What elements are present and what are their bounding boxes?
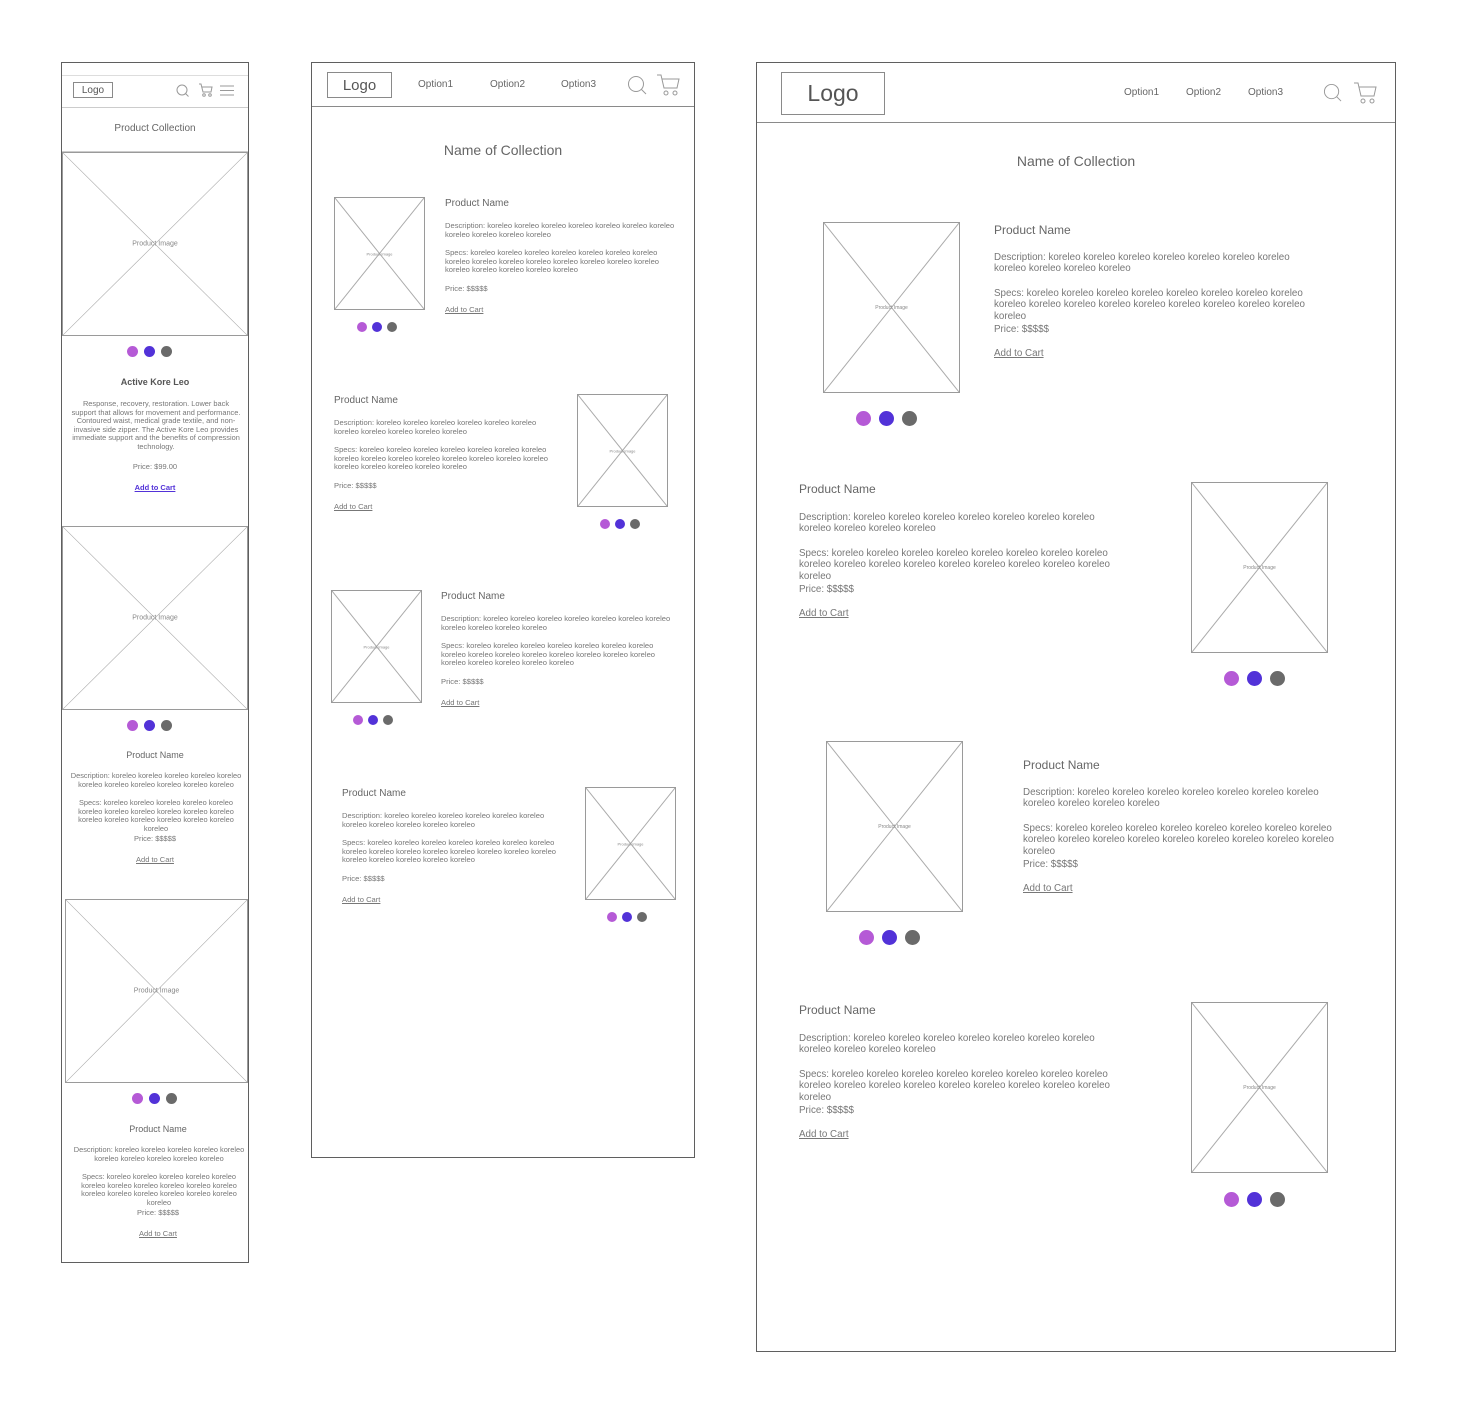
add-to-cart-link[interactable]: Add to Cart — [139, 1229, 177, 1238]
tablet-page-title: Name of Collection — [443, 142, 563, 158]
color-swatch-gray[interactable] — [161, 346, 172, 357]
desktop-page-title: Name of Collection — [1016, 153, 1136, 169]
search-icon[interactable] — [1323, 83, 1342, 102]
color-swatch-indigo[interactable] — [144, 720, 155, 731]
search-icon[interactable] — [627, 75, 647, 95]
color-swatches — [353, 715, 393, 725]
mobile-frame — [61, 62, 249, 1263]
color-swatch-indigo[interactable] — [879, 411, 894, 426]
product-price: Price: $$$$$ — [334, 481, 377, 490]
product-name: Product Name — [799, 482, 876, 496]
cart-icon[interactable] — [198, 83, 213, 97]
color-swatch-purple[interactable] — [1224, 671, 1239, 686]
product-name: Product Name — [445, 198, 509, 209]
product-specs: Specs: koreleo koreleo koreleo koreleo koreleo koreleo koreleo koreleo koreleo koreleo koreleo koreleo koreleo koreleo koreleo koreleo koreleo koreleo — [78, 798, 234, 833]
color-swatch-purple[interactable] — [856, 411, 871, 426]
product-name: Product Name — [342, 788, 406, 799]
product-description: Description: koreleo koreleo koreleo koreleo koreleo koreleo koreleo koreleo koreleo koreleo koreleo — [1023, 787, 1319, 810]
color-swatches — [132, 1093, 177, 1104]
product-image-placeholder: Product Image — [331, 590, 422, 703]
product-name: Product Name — [126, 750, 184, 760]
desktop-logo[interactable]: Logo — [781, 72, 885, 115]
mobile-page-title: Product Collection — [114, 123, 196, 134]
product-image-placeholder: Product Image — [62, 526, 248, 710]
product-price: Price: $$$$$ — [445, 284, 488, 293]
product-price: Price: $$$$$ — [799, 584, 855, 595]
product-specs: Specs: koreleo koreleo koreleo koreleo koreleo koreleo koreleo koreleo koreleo koreleo koreleo koreleo koreleo koreleo koreleo koreleo koreleo koreleo — [799, 1069, 1110, 1103]
product-specs: Specs: koreleo koreleo koreleo koreleo koreleo koreleo koreleo koreleo koreleo koreleo koreleo koreleo koreleo koreleo koreleo koreleo koreleo koreleo — [799, 548, 1110, 582]
product-price: Price: $$$$$ — [136, 1208, 180, 1217]
product-price: Price: $99.00 — [132, 462, 178, 471]
color-swatch-indigo[interactable] — [149, 1093, 160, 1104]
color-swatch-indigo[interactable] — [622, 912, 632, 922]
product-description: Description: koreleo koreleo koreleo koreleo koreleo koreleo koreleo koreleo koreleo koreleo koreleo — [441, 614, 671, 632]
add-to-cart-link[interactable]: Add to Cart — [136, 855, 174, 864]
product-specs: Specs: koreleo koreleo koreleo koreleo koreleo koreleo koreleo koreleo koreleo koreleo koreleo koreleo koreleo koreleo koreleo koreleo koreleo koreleo koreleo koreleo — [342, 838, 557, 865]
color-swatches — [607, 912, 647, 922]
cart-icon[interactable] — [1353, 82, 1377, 104]
product-image-placeholder: Product Image — [585, 787, 676, 900]
color-swatch-purple[interactable] — [353, 715, 363, 725]
product-description: Response, recovery, restoration. Lower back support that allows for movement and performance. Contoured waist, medical grade textile, and non- invasive side zipper. The Active Kore Leo provides immediate support and the benefits of compression technology. — [71, 399, 241, 451]
color-swatch-gray[interactable] — [637, 912, 647, 922]
product-description: Description: koreleo koreleo koreleo koreleo koreleo koreleo koreleo koreleo koreleo koreleo koreleo — [70, 771, 242, 789]
add-to-cart-link[interactable]: Add to Cart — [441, 698, 480, 707]
color-swatch-purple[interactable] — [127, 346, 138, 357]
product-description: Description: koreleo koreleo koreleo koreleo koreleo koreleo koreleo koreleo koreleo koreleo koreleo — [799, 512, 1095, 535]
tablet-header-divider — [312, 106, 694, 107]
nav-option-1[interactable]: Option1 — [1124, 87, 1160, 98]
color-swatch-gray[interactable] — [387, 322, 397, 332]
color-swatch-indigo[interactable] — [368, 715, 378, 725]
mobile-logo[interactable]: Logo — [73, 82, 113, 98]
product-image-placeholder: Product Image — [1191, 482, 1328, 653]
color-swatch-indigo[interactable] — [882, 930, 897, 945]
add-to-cart-link[interactable]: Add to Cart — [334, 502, 373, 511]
color-swatch-purple[interactable] — [1224, 1192, 1239, 1207]
color-swatch-indigo[interactable] — [615, 519, 625, 529]
product-name: Product Name — [799, 1003, 876, 1017]
color-swatch-gray[interactable] — [1270, 1192, 1285, 1207]
mobile-header-top-border — [62, 75, 248, 76]
product-description: Description: koreleo koreleo koreleo koreleo koreleo koreleo koreleo koreleo koreleo koreleo koreleo — [445, 221, 675, 239]
nav-option-1[interactable]: Option1 — [418, 79, 454, 90]
tablet-logo[interactable]: Logo — [327, 72, 392, 98]
product-description: Description: koreleo koreleo koreleo koreleo koreleo koreleo koreleo koreleo koreleo koreleo koreleo — [994, 252, 1290, 275]
product-price: Price: $$$$$ — [133, 834, 177, 843]
add-to-cart-link[interactable]: Add to Cart — [799, 1129, 849, 1140]
product-image-placeholder: Product Image — [826, 741, 963, 912]
product-price: Price: $$$$$ — [441, 677, 484, 686]
color-swatch-purple[interactable] — [132, 1093, 143, 1104]
product-specs: Specs: koreleo koreleo koreleo koreleo koreleo koreleo koreleo koreleo koreleo koreleo koreleo koreleo koreleo koreleo koreleo koreleo koreleo koreleo — [1023, 823, 1334, 857]
nav-option-2[interactable]: Option2 — [490, 79, 526, 90]
cart-icon[interactable] — [656, 74, 680, 96]
product-specs: Specs: koreleo koreleo koreleo koreleo koreleo koreleo koreleo koreleo koreleo koreleo koreleo koreleo koreleo koreleo koreleo koreleo koreleo koreleo koreleo koreleo — [441, 641, 656, 668]
product-description: Description: koreleo koreleo koreleo koreleo koreleo koreleo koreleo koreleo koreleo koreleo — [73, 1145, 245, 1163]
color-swatch-purple[interactable] — [357, 322, 367, 332]
product-image-placeholder: Product Image — [65, 899, 248, 1083]
product-name: Active Kore Leo — [120, 377, 190, 387]
add-to-cart-link[interactable]: Add to Cart — [799, 608, 849, 619]
color-swatch-gray[interactable] — [1270, 671, 1285, 686]
color-swatch-purple[interactable] — [600, 519, 610, 529]
product-image-placeholder: Product Image — [334, 197, 425, 310]
product-specs: Specs: koreleo koreleo koreleo koreleo koreleo koreleo koreleo koreleo koreleo koreleo koreleo koreleo koreleo koreleo koreleo koreleo koreleo koreleo koreleo koreleo — [334, 445, 549, 472]
add-to-cart-link[interactable]: Add to Cart — [994, 348, 1044, 359]
add-to-cart-link[interactable]: Add to Cart — [342, 895, 381, 904]
nav-option-2[interactable]: Option2 — [1186, 87, 1222, 98]
product-price: Price: $$$$$ — [1023, 859, 1079, 870]
color-swatches — [127, 720, 172, 731]
color-swatch-gray[interactable] — [161, 720, 172, 731]
product-specs: Specs: koreleo koreleo koreleo koreleo koreleo koreleo koreleo koreleo koreleo koreleo koreleo koreleo koreleo koreleo koreleo koreleo koreleo koreleo — [994, 288, 1305, 322]
color-swatch-gray[interactable] — [902, 411, 917, 426]
color-swatch-gray[interactable] — [166, 1093, 177, 1104]
color-swatch-purple[interactable] — [127, 720, 138, 731]
color-swatches — [127, 346, 172, 357]
product-specs: Specs: koreleo koreleo koreleo koreleo koreleo koreleo koreleo koreleo koreleo koreleo koreleo koreleo koreleo koreleo koreleo koreleo koreleo koreleo — [81, 1172, 237, 1207]
add-to-cart-link[interactable]: Add to Cart — [1023, 883, 1073, 894]
product-name: Product Name — [129, 1124, 187, 1134]
color-swatches — [859, 930, 920, 945]
product-name: Product Name — [334, 395, 398, 406]
tablet-frame — [311, 62, 695, 1158]
color-swatches — [357, 322, 397, 332]
product-name: Product Name — [441, 591, 505, 602]
color-swatches — [1224, 1192, 1285, 1207]
color-swatch-indigo[interactable] — [144, 346, 155, 357]
product-price: Price: $$$$$ — [799, 1105, 855, 1116]
color-swatch-indigo[interactable] — [372, 322, 382, 332]
color-swatch-indigo[interactable] — [1247, 671, 1262, 686]
product-price: Price: $$$$$ — [342, 874, 385, 883]
nav-option-3[interactable]: Option3 — [561, 79, 597, 90]
product-image-placeholder: Product Image — [1191, 1002, 1328, 1173]
color-swatches — [1224, 671, 1285, 686]
product-specs: Specs: koreleo koreleo koreleo koreleo koreleo koreleo koreleo koreleo koreleo koreleo koreleo koreleo koreleo koreleo koreleo koreleo koreleo koreleo koreleo koreleo — [445, 248, 660, 275]
color-swatch-gray[interactable] — [383, 715, 393, 725]
color-swatch-indigo[interactable] — [1247, 1192, 1262, 1207]
product-image-placeholder: Product Image — [823, 222, 960, 393]
product-name: Product Name — [994, 223, 1071, 237]
color-swatch-gray[interactable] — [905, 930, 920, 945]
color-swatch-gray[interactable] — [630, 519, 640, 529]
desktop-header-divider — [757, 122, 1395, 123]
menu-icon[interactable] — [220, 85, 234, 96]
product-name: Product Name — [1023, 758, 1100, 772]
color-swatches — [856, 411, 917, 426]
add-to-cart-link[interactable]: Add to Cart — [134, 483, 176, 492]
mobile-header-divider — [62, 107, 248, 108]
color-swatches — [600, 519, 640, 529]
nav-option-3[interactable]: Option3 — [1248, 87, 1284, 98]
product-description: Description: koreleo koreleo koreleo koreleo koreleo koreleo koreleo koreleo koreleo koreleo koreleo — [342, 811, 545, 829]
product-image-placeholder: Product Image — [577, 394, 668, 507]
product-price: Price: $$$$$ — [994, 324, 1050, 335]
color-swatch-purple[interactable] — [859, 930, 874, 945]
desktop-frame — [756, 62, 1396, 1352]
product-image-placeholder: Product Image — [62, 152, 248, 336]
add-to-cart-link[interactable]: Add to Cart — [445, 305, 484, 314]
color-swatch-purple[interactable] — [607, 912, 617, 922]
product-description: Description: koreleo koreleo koreleo koreleo koreleo koreleo koreleo koreleo koreleo koreleo koreleo — [799, 1033, 1095, 1056]
product-description: Description: koreleo koreleo koreleo koreleo koreleo koreleo koreleo koreleo koreleo koreleo koreleo — [334, 418, 537, 436]
search-icon[interactable] — [176, 84, 189, 97]
